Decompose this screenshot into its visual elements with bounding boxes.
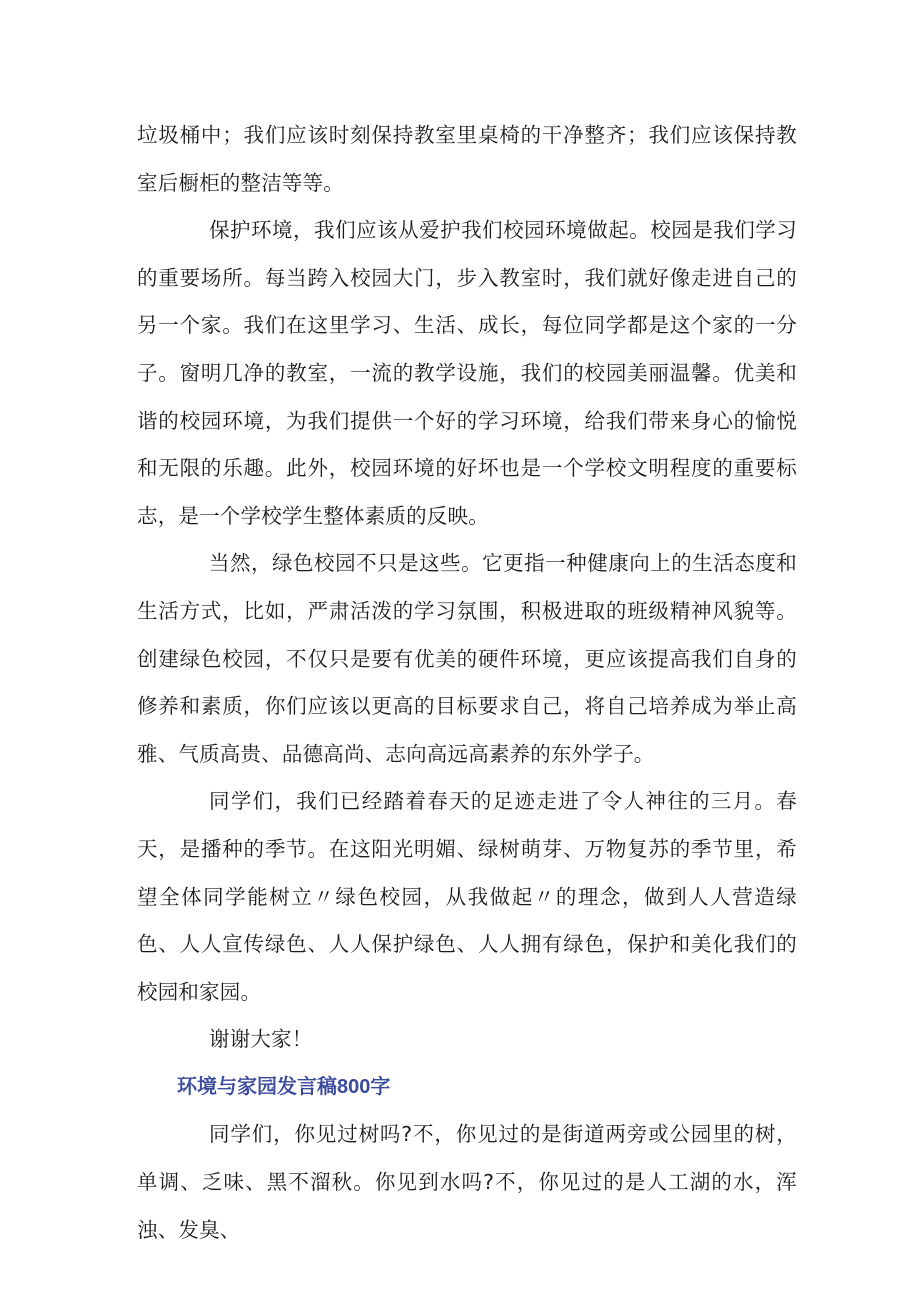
- document-body: [137, 112, 797, 1254]
- paragraph-trees-water: 同学们，你见过树吗?不，你见过的是街道两旁或公园里的树，单调、乏味、黑不溜秋。你见到水吗?不，你见过的是人工湖的水，浑浊、发臭、: [137, 1122, 797, 1242]
- paragraph-continued: 垃圾桶中；我们应该时刻保持教室里桌椅的干净整齐；我们应该保持教室后橱柜的整洁等等。: [137, 123, 797, 195]
- paragraph-protect-environment: 保护环境，我们应该从爱护我们校园环境做起。校园是我们学习的重要场所。每当跨入校园大门，步入教室时，我们就好像走进自己的另一个家。我们在这里学习、生活、成长，每位同学都是这个家的一分子。窗明几净的教室，一流的教学设施，我们的校园美丽温馨。优美和谐的校园环境，为我们提供一个好的学习环境，给我们带来身心的愉悦和无限的乐趣。此外，校园环境的好坏也是一个学校文明程度的重要标志，是一个学校学生整体素质的反映。: [137, 218, 797, 528]
- paragraph-spring: 同学们，我们已经踏着春天的足迹走进了令人神往的三月。春天，是播种的季节。在这阳光明媚、绿树萌芽、万物复苏的季节里，希望全体同学能树立〃绿色校园，从我做起〃的理念，做到人人营造绿色、人人宣传绿色、人人保护绿色、人人拥有绿色，保护和美化我们的校园和家园。: [137, 789, 797, 1004]
- paragraph-thanks: 谢谢大家！: [209, 1027, 313, 1052]
- paragraph-green-campus: 当然，绿色校园不只是这些。它更指一种健康向上的生活态度和生活方式，比如，严肃活泼的学习氛围，积极进取的班级精神风貌等。创建绿色校园，不仅只是要有优美的硬件环境，更应该提高我们自身的修养和素质，你们应该以更高的目标要求自己，将自己培养成为举止高雅、气质高贵、品德高尚、志向高远高素养的东外学子。: [137, 551, 797, 766]
- section-heading: 环境与家园发言稿800字: [177, 1075, 391, 1098]
